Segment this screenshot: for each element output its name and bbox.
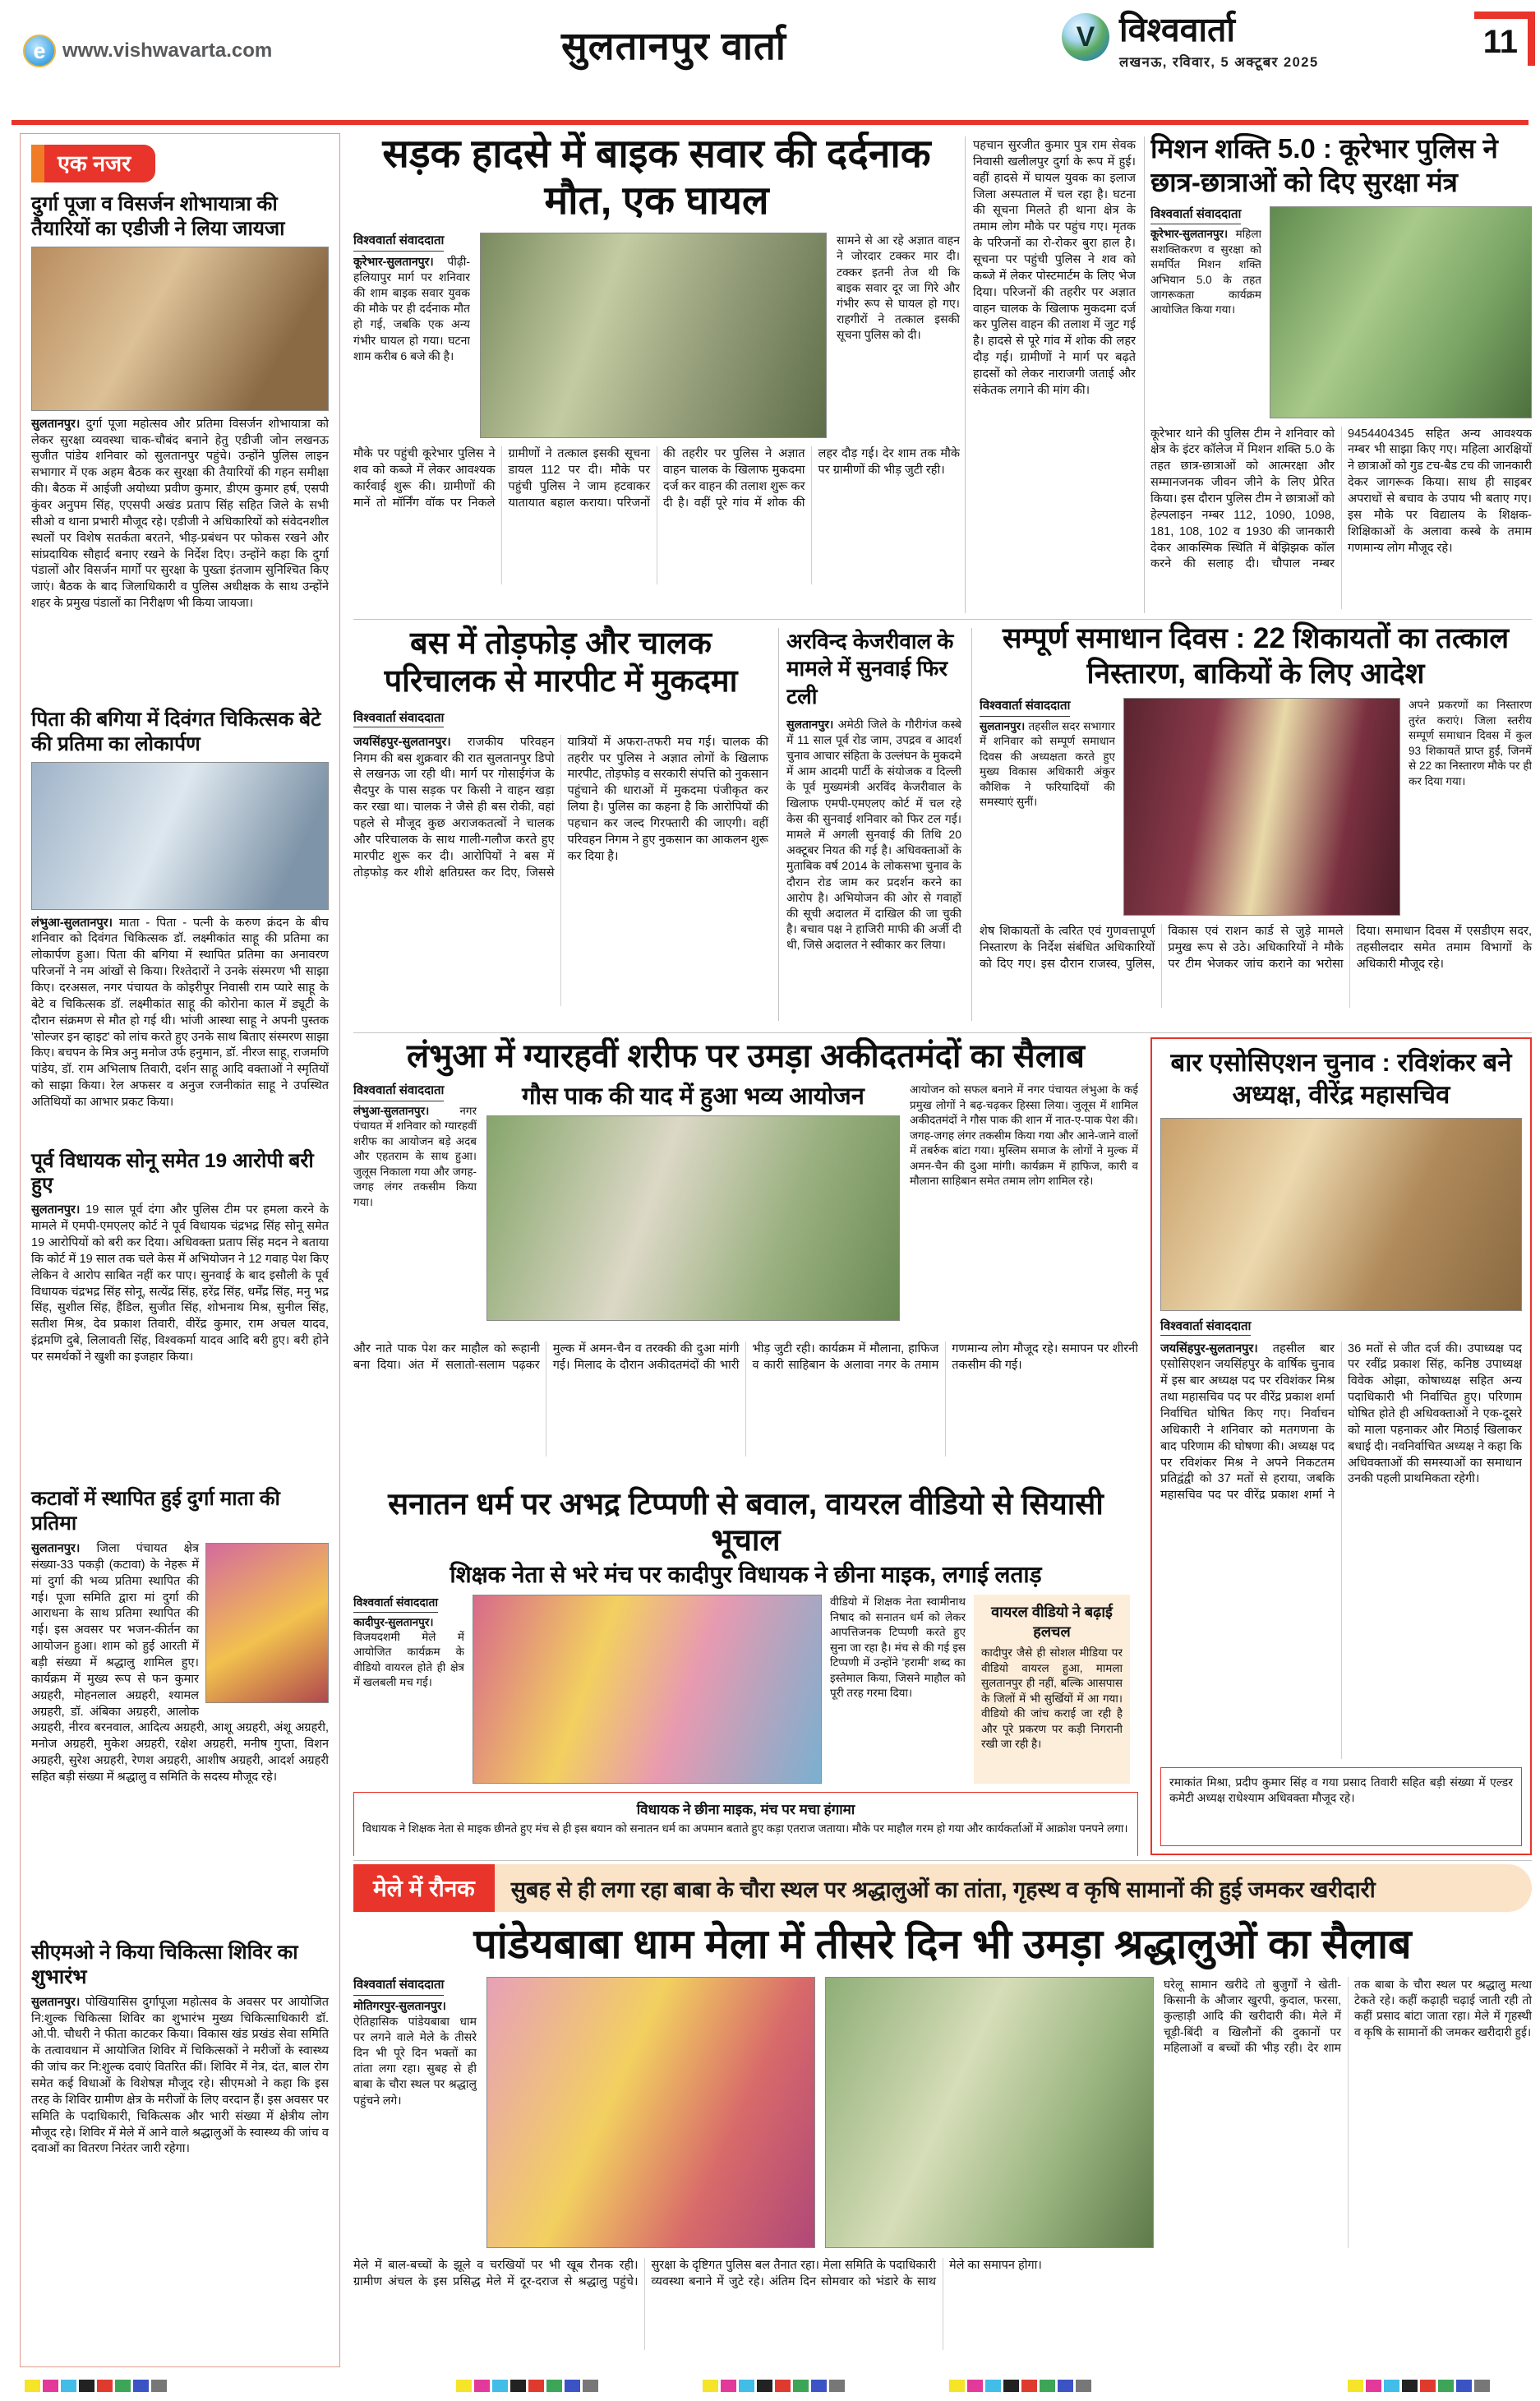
color-swatch — [151, 2380, 167, 2392]
article-body — [1160, 1341, 1522, 1759]
article-bar-election — [1150, 1037, 1532, 1855]
dateline: कादीपुर-सुलतानपुर। — [353, 1615, 434, 1628]
reporter-byline: विश्ववार्ता संवाददाता — [1150, 206, 1241, 225]
print-color-bar — [1348, 2380, 1490, 2392]
article-accident-continued: पहचान सुरजीत कुमार पुत्र राम सेवक निवासी खलीलपुर दुर्गा के रूप में हुई। वहीं हादसे में घायल युवक का इलाज जिला अस्पताल में चल रहा है। घटना की सूचना मिलते ही थाना क्षेत्र के तमाम लोग मौके पर पहुंच गए। मृतक के परिजनों का रो-रोकर बुरा हाल है। सूचना पर पहुंची पुलिस ने शव को कब्जे में लेकर पोस्टमार्टम के लिए भेज दिया। परिजनों की तहरीर पर अज्ञात वाहन चालक के खिलाफ मुकदमा दर्ज कर पुलिस वाहन की तलाश में जुट गई है। हादसे से पूरे गांव में शोक की लहर दौड़ गई। ग्रामीणों ने मार्ग पर बढ़ते हादसों को लेकर नाराजगी जताई और संकेतक लगाने की मांग की। — [973, 139, 1136, 397]
color-swatch — [1402, 2380, 1418, 2392]
kicker-label: एक नजर — [44, 145, 155, 182]
bar-attendees-note-box: रमाकांत मिश्रा, प्रदीप कुमार सिंह व गया प्रसाद तिवारी सहित बड़ी संख्या में एल्डर कमेटी अध्यक्ष राधेश्याम अधिवक्ता मौजूद रहे। — [1160, 1767, 1522, 1846]
color-swatch — [79, 2380, 95, 2392]
photo-adg-meeting — [31, 247, 329, 411]
reporter-byline: विश्ववार्ता संवाददाता — [353, 233, 444, 252]
color-swatch — [565, 2380, 580, 2392]
photo-stage-event — [473, 1595, 822, 1784]
color-swatch — [43, 2380, 58, 2392]
article-side-column: सामने से आ रहे अज्ञात वाहन ने जोरदार टक्कर मार दी। टक्कर इतनी तेज थी कि बाइक सवार दूर जा गिरे और गंभीर रूप से घायल हो गए। राहगीरों ने तत्काल इसकी सूचना पुलिस को दी। — [837, 233, 960, 342]
article-kejriwal-hearing — [786, 628, 961, 1024]
color-swatch — [474, 2380, 490, 2392]
masthead — [1062, 13, 1319, 71]
color-swatch — [510, 2380, 526, 2392]
color-swatch — [25, 2380, 40, 2392]
color-swatch — [703, 2380, 718, 2392]
dateline: सुलतानपुर। — [31, 1203, 81, 1217]
color-swatch — [1076, 2380, 1091, 2392]
article-bus-vandalism — [353, 625, 768, 1026]
website-url — [23, 35, 272, 67]
body-text: तहसील बार एसोसिएशन जयसिंहपुर के वार्षिक चुनाव में इस बार अध्यक्ष पद पर रविशंकर मिश्र तथा महासचिव पद पर वीरेंद्र प्रकाश शर्मा निर्वाचित घोषित किए गए। निर्वाचन अधिकारी ने शनिवार को मतगणना के बाद परिणाम की घोषणा की। अध्यक्ष पद पर रविशंकर मिश्र ने अपने निकटतम प्रतिद्वंद्वी को 37 मतों से हराया, जबकि महासचिव पद पर वीरेंद्र प्रकाश शर्मा ने 36 मतों से जीत दर्ज की। उपाध्यक्ष पद पर रवींद्र प्रकाश सिंह, कनिष्ठ उपाध्यक्ष विवेक ओझा, कोषाध्यक्ष सहित अन्य पदाधिकारी भी निर्वाचित हुए। परिणाम घोषित होते ही अधिवक्ताओं ने एक-दूसरे को माला पहनाकर और मिठाई खिलाकर बधाई दी। नवनिर्वाचित अध्यक्ष ने कहा कि अधिवक्ताओं की समस्याओं का समाधान उनकी पहली प्राथमिकता रहेगी। — [1160, 1341, 1522, 1503]
article-body — [31, 417, 329, 695]
column-divider — [971, 628, 972, 1021]
color-swatch — [985, 2380, 1001, 2392]
mic-incident-box — [353, 1792, 1138, 1856]
print-color-bar — [25, 2380, 167, 2392]
dateline: जयसिंहपुर-सुलतानपुर। — [353, 735, 451, 749]
body-text: तहसील सदर सभागार में शनिवार को सम्पूर्ण समाधान दिवस की अध्यक्षता करते हुए मुख्य विकास अधिकारी अंकुर कौशिक ने फरियादियों की समस्याएं सुनीं। — [980, 719, 1115, 809]
article-body — [31, 1203, 329, 1474]
body-text: राजकीय परिवहन निगम की बस शुक्रवार की रात सुलतानपुर डिपो से लखनऊ जा रही थी। मार्ग पर गोसाईगंज के सैदपुर के पास सड़क पर किसी ने वाहन खड़ा कर रखा था। चालक ने जैसे ही बस रोकी, वहां पहले से मौजूद कुछ अराजकतत्वों ने चालक और परिचालक के साथ गाली-गलौज करते हुए मारपीट शुरू कर दी। आरोपियों ने बस में तोड़फोड़ कर शीशे क्षतिग्रस्त कर दिए, जिससे यात्रियों में अफरा-तफरी मच गई। चालक की तहरीर पर पुलिस ने अज्ञात लोगों के खिलाफ मारपीट, तोड़फोड़ व सरकारी संपत्ति को नुकसान पहुंचाने की धाराओं में मुकदमा पंजीकृत कर लिया है। पुलिस का कहना है कि आरोपियों की पहचान कर जल्द गिरफ्तारी की जाएगी। वहीं परिवहन निगम ने हुए नुकसान का आकलन शुरू कर दिया है। — [353, 735, 768, 880]
reporter-byline: विश्ववार्ता संवाददाता — [353, 709, 444, 727]
body-text: महिला सशक्तिकरण व सुरक्षा को समर्पित मिशन शक्ति अभियान 5.0 के तहत जागरूकता कार्यक्रम आयोजित किया गया। — [1150, 228, 1261, 316]
article-side-column: वीडियो में शिक्षक नेता स्वामीनाथ निषाद को सनातन धर्म को लेकर आपत्तिजनक टिप्पणी करते हुए सुना जा रहा है। मंच से की गई इस टिप्पणी में उन्होंने 'हरामी' शब्द का इस्तेमाल किया, जिसने माहौल को पूरी तरह गरमा दिया। — [830, 1595, 966, 1700]
article-body: और नाते पाक पेश कर माहौल को रूहानी बना दिया। अंत में सलातो-सलाम पढ़कर मुल्क में अमन-चैन व तरक्की की दुआ मांगी गई। मिलाद के दौरान अकीदतमंदों की भारी भीड़ जुटी रही। कार्यक्रम में मौलाना, हाफिज व कारी साहिबान के अलावा नगर के तमाम गणमान्य लोग मौजूद रहे। समापन पर शीरनी तकसीम की गई। — [353, 1342, 1138, 1373]
color-swatch — [967, 2380, 983, 2392]
article-body — [786, 717, 961, 1013]
color-swatch — [1021, 2380, 1037, 2392]
color-swatch — [115, 2380, 131, 2392]
article-body — [31, 1995, 329, 2367]
body-text: दुर्गा पूजा महोत्सव और प्रतिमा विसर्जन शोभायात्रा को लेकर सुरक्षा व्यवस्था चाक-चौबंद बनाने हेतु एडीजी जोन लखनऊ सुजीत पांडेय शनिवार को सुलतानपुर पहुंचे। उन्होंने पुलिस लाइन सभागार में एक अहम बैठक कर सुरक्षा की तैयारियों की गहन समीक्षा की। बैठक में आईजी अयोध्या प्रवीण कुमार, डीएम कुमार हर्ष, एसपी कुंवर अनुपम सिंह, एएसपी अखंड प्रताप सिंह सहित जिले के सभी सीओ व थाना प्रभारी मौजूद रहे। एडीजी ने अधिकारियों को संवेदनशील स्थलों पर विशेष सतर्कता बरतने, भीड़-प्रबंधन पर फोकस रखने और सांप्रदायिक सौहार्द बनाए रखने के निर्देश दिए। उन्होंने कहा कि दुर्गा पंडालों और विसर्जन मार्गों पर सुरक्षा के पुख्ता इंतजाम सुनिश्चित किए जाएं। बैठक के बाद जिलाधिकारी व पुलिस अधीक्षक के साथ उन्होंने शहर के प्रमुख पंडालों का निरीक्षण भी किया जायजा। — [31, 417, 329, 611]
kicker-orange-bar — [31, 145, 44, 182]
article-sanatan-remark — [353, 1486, 1138, 1856]
reporter-byline: विश्ववार्ता संवाददाता — [980, 698, 1070, 717]
column-divider — [1144, 136, 1145, 613]
article-headline: पिता की बगिया में दिवंगत चिकित्सक बेटे की प्रतिमा का लोकार्पण — [31, 708, 321, 755]
article-intro-column — [353, 1977, 477, 2248]
dateline: सुलतानपुर। — [786, 717, 834, 731]
color-swatch — [1003, 2380, 1019, 2392]
color-swatch — [1348, 2380, 1363, 2392]
body-text: माता - पिता - पत्नी के करुण क्रंदन के बीच शनिवार को दिवंगत चिकित्सक डॉ. लक्ष्मीकांत साहू की प्रतिमा का लोकार्पण हुआ। पिता की बगिया में स्थापित प्रतिमा का अनावरण परिजनों ने नम आंखों से किया। रिश्तेदारों ने उनके संस्मरण भी साझा किए। दरअसल, नगर पंचायत के कोइरीपुर निवासी राम प्यारे साहू के बेटे व चिकित्सक डॉ. लक्ष्मीकांत साहू की कोरोना काल में ड्यूटी के दौरान संक्रमण से मौत हो गई थी। भांजी आस्था साहू ने अपनी पुस्तक 'सोल्जर इन व्हाइट' को लांच करते हुए उनके साथ बिताए संस्मरण साझा किए। बचपन के मित्र अनु मनोज उर्फ हनुमान, डॉ. नीरज साहू, राजमणि पांडेय, डॉ. राम अभिलाष तिवारी, दर्शन साहू आदि वक्ताओं ने स्मृतियों को साझा किया। रेल अफसर व अनुज रजनीकांत साहू ने उपस्थित अतिथियों का आभार प्रकट किया। — [31, 916, 329, 1109]
article-body: मौके पर पहुंची कूरेभार पुलिस ने शव को कब्जे में लेकर आवश्यक कार्रवाई शुरू की। ग्रामीणों की मानें तो मॉर्निंग वॉक पर निकले ग्रामीणों ने तत्काल इसकी सूचना डायल 112 पर दी। मौके पर पहुंची पुलिस ने जाम हटवाकर यातायात बहाल कराया। परिजनों की तहरीर पर पुलिस ने अज्ञात वाहन चालक के खिलाफ मुकदमा दर्ज कर वाहन की तलाश शुरू कर दी है। वहीं पूरे गांव में शोक की लहर दौड़ गई। देर शाम तक मौके पर ग्रामीणों की भीड़ जुटी रही। — [353, 447, 960, 510]
color-swatch — [61, 2380, 76, 2392]
body-text: पोखियासिस दुर्गापूजा महोत्सव के अवसर पर आयोजित नि:शुल्क चिकित्सा शिविर का शुभारंभ मुख्य चिकित्साधिकारी डॉ. ओ.पी. चौधरी ने फीता काटकर किया। विकास खंड प्रखंड सेवा समिति के तत्वावधान में आयोजित शिविर में चिकित्सकों ने मरीजों के स्वास्थ्य की जांच कर नि:शुल्क दवाएं वितरित कीं। शिविर में नेत्र, दंत, बाल रोग समेत कई विधाओं के विशेषज्ञ मौजूद रहे। सीएमओ ने कहा कि इस तरह के शिविर ग्रामीण क्षेत्र के मरीजों के लिए वरदान हैं। इस अवसर पर समिति के पदाधिकारी, चिकित्सक और भारी संख्या में क्षेत्रीय लोग मौजूद रहे। शिविर में मेले में आने वाले श्रद्धालुओं के स्वास्थ्य की जांच व दवाओं का वितरण निरंतर जारी रहेगा। — [31, 1995, 329, 2156]
article-side-column: घरेलू सामान खरीदे तो बुजुर्गों ने खेती-किसानी के औजार खुरपी, कुदाल, फरसा, कुल्हाड़ी आदि की खरीदारी की। मेले में चूड़ी-बिंदी व खिलौनों की दुकानों पर महिलाओं व बच्चों की भीड़ रही। देर शाम तक बाबा के चौरा स्थल पर श्रद्धालु मत्था टेकते रहे। कहीं कढ़ाही चढ़ाई जाती रही तो कहीं प्रसाद बांटा जाता रहा। मेले में गृहस्थी व कृषि के सामानों की जमकर खरीदारी हुई। — [1164, 1978, 1532, 2054]
dateline: सुलतानपुर। — [980, 719, 1026, 732]
reporter-byline: विश्ववार्ता संवाददाता — [1160, 1318, 1251, 1336]
dateline: कूरेभार-सुलतानपुर। — [1150, 228, 1229, 241]
article-headline: मिशन शक्ति 5.0 : कूरेभार पुलिस ने छात्र-छात्राओं को दिए सुरक्षा मंत्र — [1150, 133, 1498, 198]
article-body: मेले में बाल-बच्चों के झूले व चरखियों पर भी खूब रौनक रही। ग्रामीण अंचल के इस प्रसिद्ध मेले में दूर-दराज से श्रद्धालु पहुंचे। सुरक्षा के दृष्टिगत पुलिस बल तैनात रहा। मेला समिति के पदाधिकारी व्यवस्था बनाने में जुटे रहे। अंतिम दिन सोमवार को भंडारे के साथ मेले का समापन होगा। — [353, 2259, 1042, 2288]
article-headline: बार एसोसिएशन चुनाव : रविशंकर बने अध्यक्ष, वीरेंद्र महासचिव — [1170, 1048, 1512, 1109]
reporter-byline: विश्ववार्ता संवाददाता — [353, 1977, 444, 1996]
photo-durga-idol — [205, 1543, 329, 1703]
column-divider — [965, 136, 966, 613]
row-divider — [353, 619, 1532, 620]
page-title: सुलतानपुर वार्ता — [561, 24, 786, 67]
color-swatch — [739, 2380, 754, 2392]
color-swatch — [829, 2380, 845, 2392]
reporter-byline: विश्ववार्ता संवाददाता — [353, 1083, 444, 1101]
article-headline: सनातन धर्म पर अभद्र टिप्पणी से बवाल, वायरल वीडियो से सियासी भूचाल — [388, 1487, 1104, 1557]
article-pandeybaba-mela — [353, 1864, 1532, 2376]
dateline: लंभुआ-सुलतानपुर। — [31, 916, 113, 930]
left-news-column — [20, 133, 340, 2367]
mic-incident-box-text: विधायक ने शिक्षक नेता से माइक छीनते हुए मंच से ही इस बयान को सनातन धर्म का अपमान बताते हुए कड़ा एतराज जताया। मौके पर माहौल गरम हो गया और कार्यकर्ताओं में आक्रोश पनपने लगा। — [362, 1822, 1128, 1835]
color-swatch — [133, 2380, 149, 2392]
dateline: सुलतानपुर। — [31, 1542, 81, 1555]
article-subhead: गौस पाक की याद में हुआ भव्य आयोजन — [522, 1083, 865, 1110]
color-swatch — [1438, 2380, 1454, 2392]
article-body — [353, 735, 768, 1006]
article-body: कूरेभार थाने की पुलिस टीम ने शनिवार को क्षेत्र के इंटर कॉलेज में मिशन शक्ति 5.0 के तहत छात्र-छात्राओं को आत्मरक्षा और सम्मानजनक जीवन जीने के लिए प्रेरित किया। इस दौरान पुलिस टीम ने छात्राओं को हेल्पलाइन नम्बर 112, 1090, 1098, 181, 108, 102 व 1930 की जानकारी देकर आकस्मिक स्थिति में बेझिझक कॉल करने की सलाह दी। चौपाल नम्बर 9454404345 सहित अन्य आवश्यक नम्बर भी साझा किए गए। महिला आरक्षियों ने छात्राओं को गुड टच-बैड टच की जानकारी देकर जागरूक किया। साथ ही साइबर अपराधों से बचाव के उपाय भी बताए गए। इस मौके पर विद्यालय के शिक्षक-शिक्षिकाओं के अलावा कस्बे के तमाम गणमान्य लोग मौजूद रहे। — [1150, 427, 1532, 571]
header-rule — [12, 120, 1528, 125]
color-swatch — [793, 2380, 809, 2392]
reporter-byline: विश्ववार्ता संवाददाता — [353, 1595, 438, 1612]
article-accident — [353, 132, 960, 615]
color-swatch — [546, 2380, 562, 2392]
article-headline: सड़क हादसे में बाइक सवार की दर्दनाक मौत, एक घायल — [382, 132, 931, 223]
edition-line: लखनऊ, रविवार, 5 अक्टूबर 2025 — [1119, 55, 1319, 70]
photo-bar-association-winners — [1160, 1118, 1522, 1311]
color-swatch — [492, 2380, 508, 2392]
color-swatch — [583, 2380, 598, 2392]
color-swatch — [1040, 2380, 1055, 2392]
article-headline: सीएमओ ने किया चिकित्सा शिविर का शुभारंभ — [31, 1942, 298, 1988]
article-side-column: आयोजन को सफल बनाने में नगर पंचायत लंभुआ के कई प्रमुख लोगों ने बढ़-चढ़कर हिस्सा लिया। जुलूस में शामिल अकीदतमंदों ने गौस पाक की शान में नात-ए-पाक पेश की। जगह-जगह लंगर तकसीम किया गया और आने-जाने वालों में तबर्रुक बांटा गया। मुस्लिम समाज के लोगों ने मुल्क में अमन-चैन की दुआ मांगी। कार्यक्रम में हाफिज, कारी व मौलाना साहिबान समेत तमाम लोग शामिल रहे। — [910, 1083, 1138, 1188]
print-color-bar — [949, 2380, 1091, 2392]
article-headline: बस में तोड़फोड़ और चालक परिचालक से मारपीट में मुकदमा — [384, 626, 738, 700]
mela-kicker-text: सुबह से ही लगा रहा बाबा के चौरा स्थल पर श्रद्धालुओं का तांता, गृहस्थ व कृषि सामानों की हुई जमकर खरीदारी — [495, 1864, 1532, 1912]
article-headline: कटावों में स्थापित हुई दुर्गा माता की प्रतिमा — [31, 1488, 280, 1535]
article-subhead: शिक्षक नेता से भरे मंच पर कादीपुर विधायक ने छीना माइक, लगाई लताड़ — [450, 1562, 1042, 1588]
browser-e-icon: e — [23, 35, 56, 67]
article-side-column: अपने प्रकरणों का निस्तारण तुरंत कराएं। जिला स्तरीय सम्पूर्ण समाधान दिवस में कुल 93 शिकायतें प्राप्त हुईं, जिनमें से 22 का निस्तारण मौके पर ही कर दिया गया। — [1409, 699, 1532, 787]
body-text: जिला पंचायत क्षेत्र संख्या-33 पकड़ी (कटावा) के नेहरू में मां दुर्गा की भव्य प्रतिमा स्थापित की गई। पूजा समिति द्वारा मां दुर्गा की आराधना के साथ प्रतिमा स्थापित की गई। इस अवसर पर भजन-कीर्तन का आयोजन हुआ। शाम को हुई आरती में बड़ी संख्या में श्रद्धालु शामिल हुए। कार्यक्रम में मुख्य रूप से फन कुमार अग्रहरी, मोहनलाल अग्रहरी, श्यामल अग्रहरी, डॉ. अंबिका अग्रहरी, आलोक अग्रहरी, नीरव बरनवाल, आदित्य अग्रहरी, आशू अग्रहरी, अंशू अग्रहरी, मनोज अग्रहरी, मुकेश अग्रहरी, रक्षेश अग्रहरी, मनीष गुप्ता, विशन अग्रहरी, सुरेश अग्रहरी, रेणश अग्रहरी, आशीष अग्रहरी, आदर्श अग्रहरी सहित बड़ी संख्या में श्रद्धालु व समिति के सदस्य मौजूद रहे। — [31, 1542, 329, 1785]
row-divider — [353, 1860, 1532, 1861]
photo-mission-shakti-group — [1270, 206, 1532, 418]
color-swatch — [1474, 2380, 1490, 2392]
body-text: पीढ़ी-हलियापुर मार्ग पर शनिवार की शाम बाइक सवार युवक की मौके पर ही दर्दनाक मौत हो गई, जबकि एक अन्य गंभीर घायल हो गया। घटना शाम करीब 6 बजे की है। — [353, 254, 470, 362]
photo-samadhan-diwas — [1123, 698, 1400, 916]
article-intro-column — [980, 698, 1115, 916]
color-swatch — [97, 2380, 113, 2392]
viral-video-box — [974, 1595, 1130, 1784]
dateline: सुलतानपुर। — [31, 1995, 81, 2009]
color-swatch — [949, 2380, 965, 2392]
print-color-bar — [456, 2380, 598, 2392]
color-swatch — [456, 2380, 472, 2392]
photo-statue-unveiling — [31, 762, 329, 910]
mic-incident-box-title: विधायक ने छीना माइक, मंच पर मचा हंगामा — [636, 1802, 855, 1818]
column-divider — [778, 628, 779, 1021]
article-intro-column — [1150, 206, 1261, 418]
body-text: ऐतिहासिक पांडेयबाबा धाम पर लगने वाले मेले के तीसरे दिन भी पूरे दिन भक्तों का तांता लगा रहा। सुबह से ही बाबा के चौरा स्थल पर श्रद्धालु पहुंचने लगे। — [353, 2014, 477, 2107]
body-text: नगर पंचायत में शनिवार को ग्यारहवीं शरीफ का आयोजन बड़े अदब और एहतराम के साथ हुआ। जुलूस निकाला गया और जगह-जगह लंगर तकसीम किया गया। — [353, 1104, 477, 1208]
dateline: कूरेभार-सुलतानपुर। — [353, 254, 434, 268]
article-lambhua-gyarahvin — [353, 1037, 1138, 1481]
color-swatch — [1366, 2380, 1381, 2392]
article-headline: अरविन्द केजरीवाल के मामले में सुनवाई फिर टली — [786, 629, 954, 709]
article-body: शेष शिकायतों के त्वरित एवं गुणवत्तापूर्ण निस्तारण के निर्देश संबंधित अधिकारियों को दिए गए। इस दौरान राजस्व, पुलिस, विकास एवं राशन कार्ड से जुड़े मामले प्रमुख रूप से उठे। अधिकारियों ने मौके पर टीम भेजकर जांच कराने का भरोसा दिया। समाधान दिवस में एसडीएम सदर, तहसीलदार समेत तमाम विभागों के अधिकारी मौजूद रहे। — [980, 925, 1532, 972]
article-headline: पांडेयबाबा धाम मेला में तीसरे दिन भी उमड़ा श्रद्धालुओं का सैलाब — [473, 1921, 1412, 1967]
color-swatch — [721, 2380, 736, 2392]
article-mission-shakti — [1150, 132, 1532, 615]
article-headline: सम्पूर्ण समाधान दिवस : 22 शिकायतों का तत्काल निस्तारण, बाकियों के लिए आदेश — [1002, 622, 1510, 690]
color-swatch — [1456, 2380, 1472, 2392]
dateline: सुलतानपुर। — [31, 417, 81, 431]
color-swatch — [528, 2380, 544, 2392]
mela-kicker-badge: मेले में रौनक — [353, 1864, 495, 1912]
article-body — [31, 1541, 329, 1928]
dateline: लंभुआ-सुलतानपुर। — [353, 1104, 430, 1117]
dateline: मोतिगरपुर-सुलतानपुर। — [353, 1998, 446, 2012]
page-number-box — [1474, 12, 1535, 66]
row-divider — [353, 1032, 1532, 1033]
print-color-bar — [703, 2380, 845, 2392]
article-intro-column — [353, 233, 470, 438]
color-swatch — [1384, 2380, 1399, 2392]
body-text: 19 साल पूर्व दंगा और पुलिस टीम पर हमला करने के मामले में एमपी-एमएलए कोर्ट ने पूर्व विधायक चंद्रभद्र सिंह सोनू समेत 19 आरोपियों को बरी कर दिया। अधिवक्ता प्रताप सिंह मदन ने बताया कि कोर्ट में 19 साल तक चले केस में अभियोजन ने 12 गवाह पेश किए लेकिन वे आरोप साबित नहीं कर पाए। सुनवाई के बाद इसौली के पूर्व विधायक चंद्रभद्र सिंह सोनू, सत्येंद्र सिंह, हरेंद्र सिंह, धर्मेंद्र सिंह, मनु भद्र सिंह, सुशील सिंह, हैंडिल, सुजीत सिंह, शोभनाथ मिश्र, सुनील सिंह, सतीश मिश्र, देव प्रकाश तिवारी, वीरेंद्र कुमार, राम अचल यादव, इंद्रमणि दुबे, लिलावती सिंह, विश्वकर्मा यादव आदि बरी हुए। बरी होने पर समर्थकों ने खुशी का इजहार किया। — [31, 1203, 329, 1364]
article-headline: पूर्व विधायक सोनू समेत 19 आरोपी बरी हुए — [31, 1149, 314, 1197]
body-text: विजयदशमी मेले में आयोजित कार्यक्रम के वीडियो वायरल होते ही क्षेत्र में खलबली मच गई। — [353, 1631, 464, 1689]
page-number: 11 — [1482, 24, 1518, 60]
brand-name: विश्ववार्ता — [1119, 11, 1236, 48]
dateline: जयसिंहपुर-सुलतानपुर। — [1160, 1341, 1258, 1355]
body-text: अमेठी जिले के गौरीगंज कस्बे में 11 साल पूर्व रोड जाम, उपद्रव व आदर्श चुनाव आचार संहिता के उल्लंघन के मुकदमे में आम आदमी पार्टी के संयोजक व दिल्ली के पूर्व मुख्यमंत्री अरविंद केजरीवाल के खिलाफ एमपी-एमएलए कोर्ट में चल रहे केस की सुनवाई शनिवार को फिर टल गई। मामले में अगली सुनवाई की तिथि 20 अक्टूबर नियत की गई है। अधिवक्ताओं के मुताबिक वर्ष 2014 के लोकसभा चुनाव के दौरान रोड जाम कर प्रदर्शन करने का आरोप है। अभियोजन की ओर से गवाहों की सूची अदालत में दाखिल की जा चुकी है। बचाव पक्ष ने हाजिरी माफी की अर्जी दी थी, जिसे अदालत ने स्वीकार कर लिया। — [786, 717, 961, 952]
article-samadhan-diwas — [980, 621, 1532, 1026]
article-headline: लंभुआ में ग्यारहवीं शरीफ पर उमड़ा अकीदतमंदों का सैलाब — [406, 1038, 1086, 1074]
website-url-text: www.vishwavarta.com — [62, 39, 273, 62]
color-swatch — [757, 2380, 772, 2392]
color-swatch — [775, 2380, 791, 2392]
photo-accident-scene — [480, 233, 827, 438]
photo-mela-market — [486, 1977, 815, 2248]
mela-kicker-strip — [353, 1864, 1532, 1912]
photo-mela-crowd — [825, 1977, 1154, 2248]
viral-box-title: वायरल वीडियो ने बढ़ाई हलचल — [991, 1604, 1113, 1641]
color-swatch — [811, 2380, 827, 2392]
article-headline: दुर्गा पूजा व विसर्जन शोभायात्रा की तैयारियों का एडीजी ने लिया जायजा — [31, 193, 285, 240]
article-body — [31, 916, 329, 1136]
photo-juloos-procession — [486, 1115, 900, 1321]
ek-najar-kicker — [31, 145, 329, 182]
article-intro-column — [353, 1083, 477, 1333]
color-swatch — [1420, 2380, 1436, 2392]
article-intro-column — [353, 1595, 464, 1784]
viral-box-text: कादीपुर जैसे ही सोशल मीडिया पर वीडियो वायरल हुआ, मामला सुलतानपुर ही नहीं, बल्कि आसपास के जिलों में भी सुर्खियों में आ गया। वीडियो की जांच कराई जा रही है और पूरे प्रकरण पर कड़ी निगरानी रखी जा रही है। — [981, 1646, 1123, 1751]
vishwavarta-globe-logo-icon: V — [1062, 13, 1109, 61]
color-swatch — [1058, 2380, 1073, 2392]
